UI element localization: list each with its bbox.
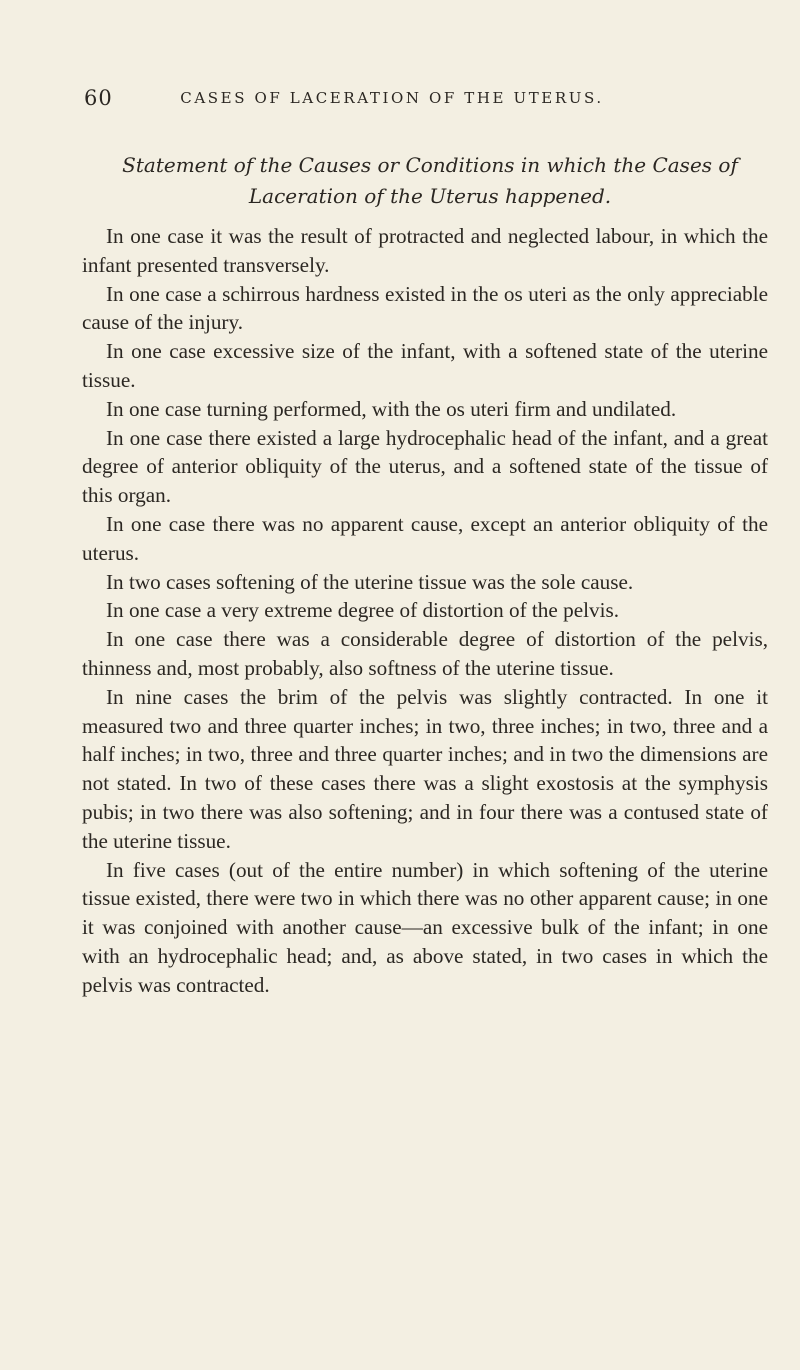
paragraph: In one case there was no apparent cause, except an anterior obliquity of the uterus. — [82, 511, 768, 565]
paragraph: In one case there was a considerable degree of distortion of the pelvis, thinness and, most probably, also softness of the uterine tissue. — [82, 627, 768, 680]
running-head — [0, 86, 800, 116]
page-number: 60 — [84, 86, 113, 110]
body-text — [82, 222, 768, 1000]
paragraph: In one case excessive size of the infant, with a softened state of the uterine tissue. — [82, 339, 768, 392]
paragraph: In one case a schirrous hardness existed in the os uteri as the only appreciable cause of the injury. — [82, 281, 768, 335]
paragraph: In one case a very extreme degree of distortion of the pelvis. — [106, 598, 620, 623]
paragraph: In five cases (out of the entire number) in which softening of the uterine tissue existed, there were two in which there was no other apparent cause; in one it was conjoined with another cause—an excessive bulk of the infant; in one with an hydrocephalic head; and, as above stated, in two cases in which the pelvis was contracted. — [82, 857, 768, 997]
paragraph: In one case there existed a large hydrocephalic head of the infant, and a great degree of anterior obliquity of the uterus, and a softened state of the tissue of this organ. — [82, 425, 768, 508]
paragraph: In nine cases the brim of the pelvis was slightly contracted. In one it measured two and three quarter inches; in two, three inches; in two, three and a half inches; in two, three and three quarter inches; and in two the dimensions are not stated. In two of these cases there was a slight exostosis at the symphysis pubis; in two there was also softening; and in four there was a contused state of the uterine tissue. — [82, 684, 768, 853]
heading-line-2: Laceration of the Uterus happened. — [248, 184, 612, 208]
paragraph: In one case turning performed, with the os uteri firm and undilated. — [106, 396, 677, 421]
heading-line-1: Statement of the Causes or Conditions in which the Cases of — [122, 153, 738, 177]
paragraph: In one case it was the result of protracted and neglected labour, in which the infant presented transversely. — [82, 224, 768, 277]
running-title: CASES OF LACERATION OF THE UTERUS. — [180, 89, 604, 107]
section-heading — [110, 150, 750, 212]
paragraph: In two cases softening of the uterine tissue was the sole cause. — [106, 569, 634, 594]
